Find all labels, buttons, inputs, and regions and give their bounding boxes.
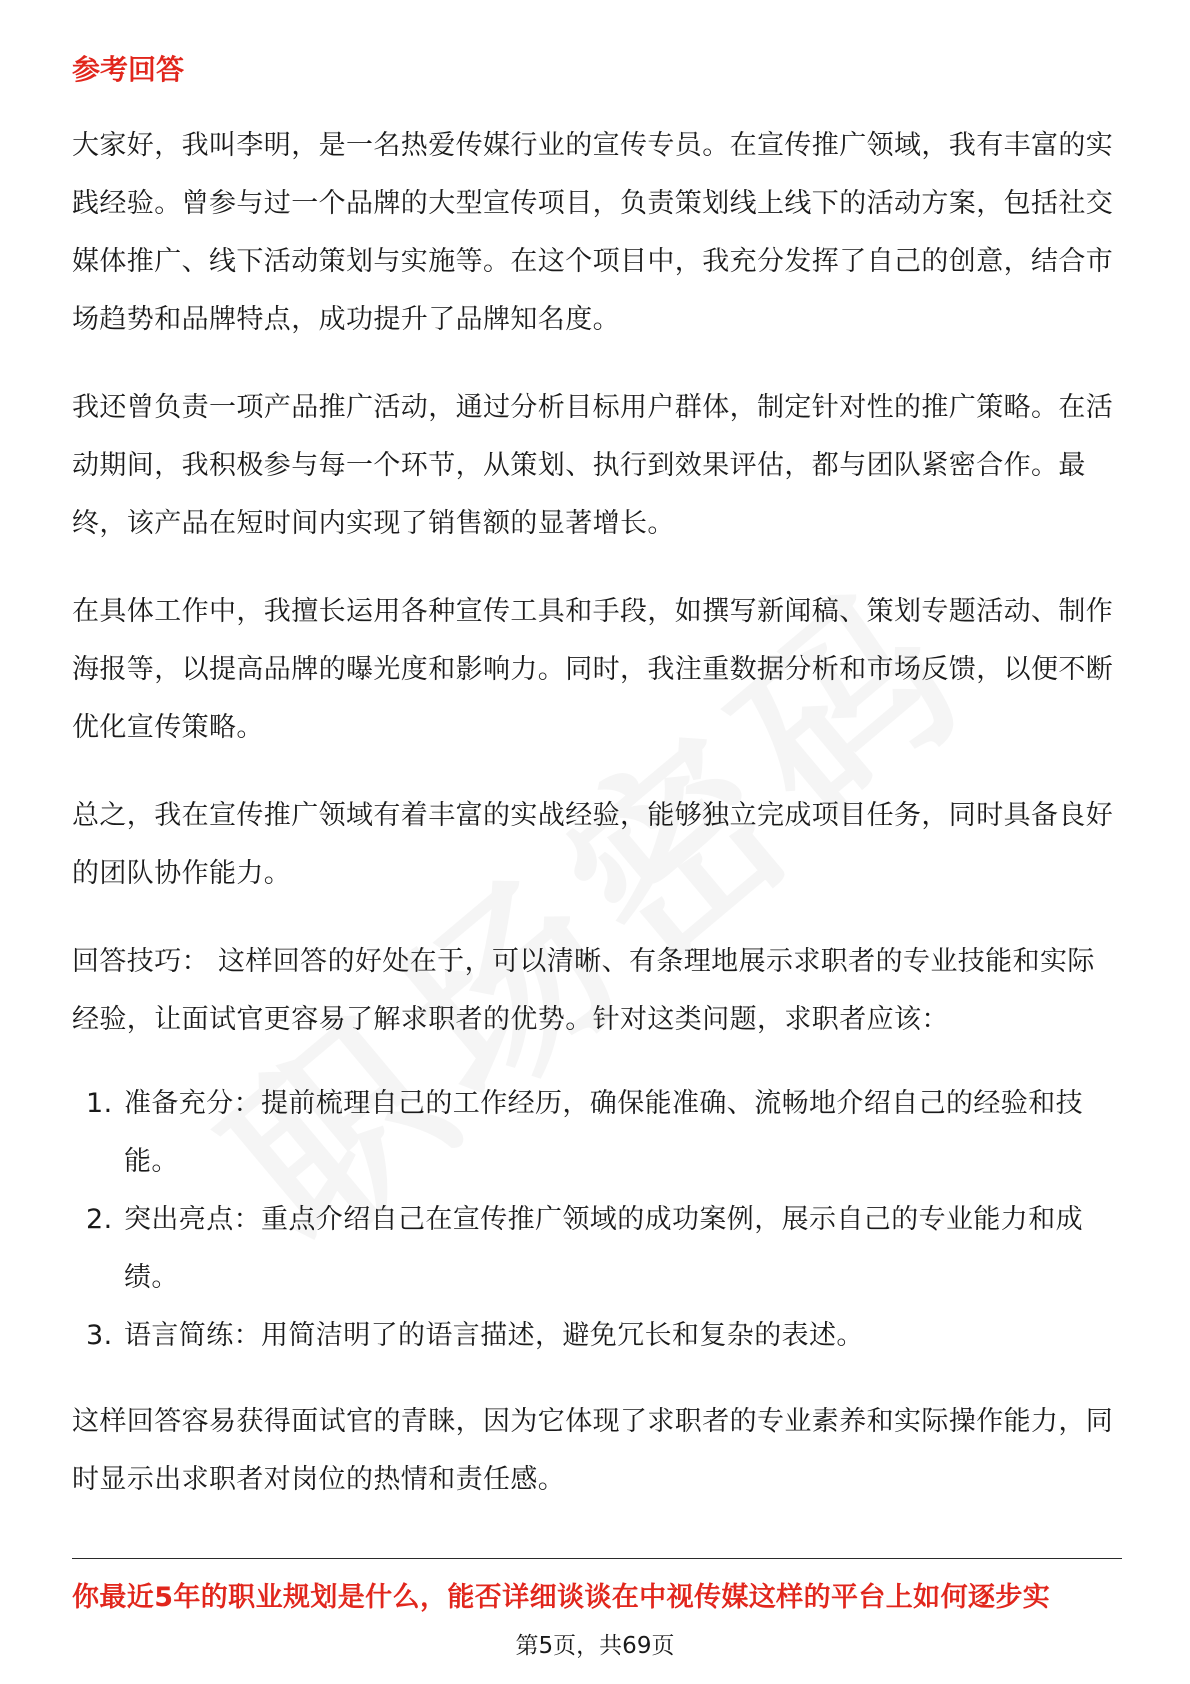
tips-list xyxy=(72,1075,1122,1365)
next-question-heading: 你最近5年的职业规划是什么，能否详细谈谈在中视传媒这样的平台上如何逐步实 xyxy=(72,1582,1051,1613)
tip-text: 准备充分：提前梳理自己的工作经历，确保能准确、流畅地介绍自己的经验和技能。 xyxy=(124,1088,1083,1177)
answer-paragraph-3: 在具体工作中，我擅长运用各种宣传工具和手段，如撰写新闻稿、策划专题活动、制作海报等，以提高品牌的曝光度和影响力。同时，我注重数据分析和市场反馈，以便不断优化宣传策略。 xyxy=(72,596,1114,743)
tip-text: 语言简练：用简洁明了的语言描述，避免冗长和复杂的表述。 xyxy=(124,1320,864,1351)
tip-item xyxy=(72,1191,1122,1307)
answer-body xyxy=(72,117,1122,1539)
tip-number: 1. xyxy=(86,1088,113,1119)
answer-paragraph-1: 大家好，我叫李明，是一名热爱传媒行业的宣传专员。在宣传推广领域，我有丰富的实践经验。曾参与过一个品牌的大型宣传项目，负责策划线上线下的活动方案，包括社交媒体推广、线下活动策划与实施等。在这个项目中，我充分发挥了自己的创意，结合市场趋势和品牌特点，成功提升了品牌知名度。 xyxy=(72,130,1114,335)
tip-number: 2. xyxy=(86,1204,113,1235)
conclusion-paragraph: 这样回答容易获得面试官的青睐，因为它体现了求职者的专业素养和实际操作能力，同时显示出求职者对岗位的热情和责任感。 xyxy=(72,1406,1114,1495)
section-divider xyxy=(72,1558,1122,1559)
tip-number: 3. xyxy=(86,1320,113,1351)
section-heading: 参考回答 xyxy=(72,53,185,86)
tip-item xyxy=(72,1307,1122,1365)
tips-intro: 回答技巧： 这样回答的好处在于，可以清晰、有条理地展示求职者的专业技能和实际经验，让面试官更容易了解求职者的优势。针对这类问题，求职者应该： xyxy=(72,946,1095,1035)
page-number: 第5页，共69页 xyxy=(515,1633,675,1659)
answer-paragraph-2: 我还曾负责一项产品推广活动，通过分析目标用户群体，制定针对性的推广策略。在活动期间，我积极参与每一个环节，从策划、执行到效果评估，都与团队紧密合作。最终，该产品在短时间内实现了销售额的显著增长。 xyxy=(72,392,1114,539)
answer-paragraph-4: 总之，我在宣传推广领域有着丰富的实战经验，能够独立完成项目任务，同时具备良好的团队协作能力。 xyxy=(72,800,1114,889)
tip-text: 突出亮点：重点介绍自己在宣传推广领域的成功案例，展示自己的专业能力和成绩。 xyxy=(124,1204,1083,1293)
tip-item xyxy=(72,1075,1122,1191)
